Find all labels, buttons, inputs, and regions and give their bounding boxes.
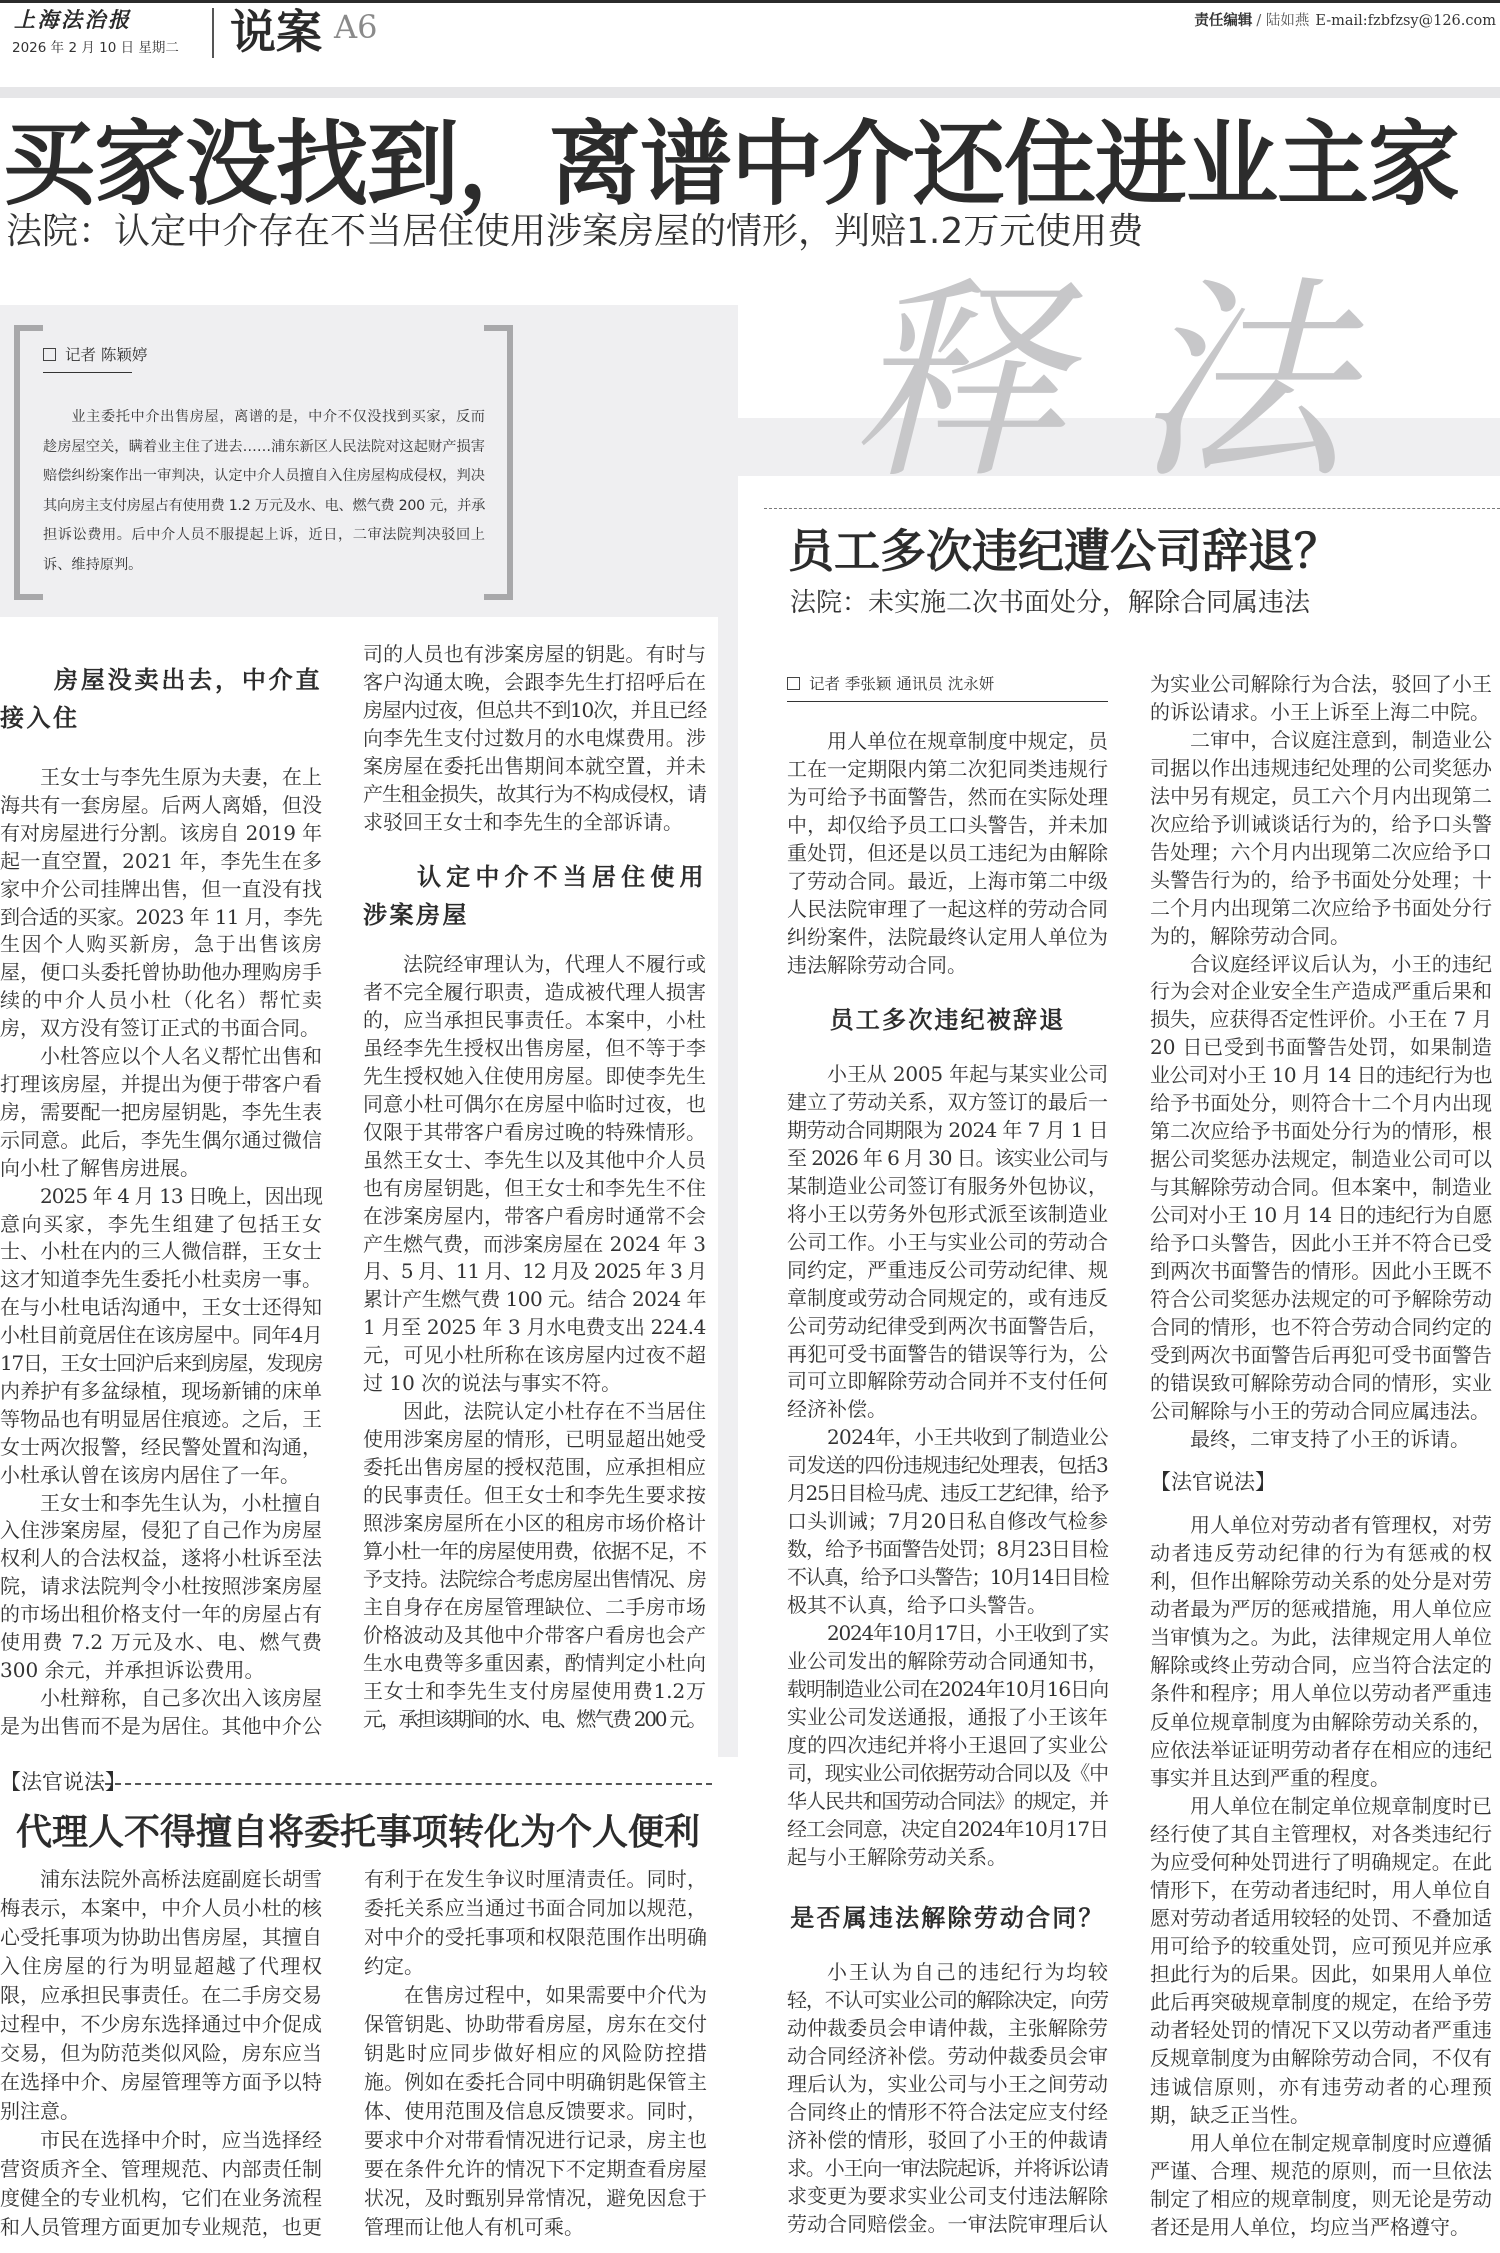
text-line: 法院经审理认为，代理人不履行或 [403, 952, 706, 976]
text-line: 经行使了其自主管理权，对各类违纪行 [1150, 1821, 1492, 1846]
lead-bracket-right [484, 325, 513, 600]
editor-label: 责任编辑 [1194, 13, 1253, 29]
article1-subheading-1: 房屋没卖出去，中介直接入住 [0, 666, 322, 732]
text-line: 王女士与李先生原为夫妻，在上 [40, 765, 322, 789]
article1-column-2-top [363, 641, 706, 837]
text-line: 公司解除与小王的劳动合同应属违法。 [1150, 1398, 1490, 1423]
text-line: 在与小杜电话沟通中，王女士还得知 [0, 1295, 322, 1320]
issue-date: 2026 年 2 月 10 日 星期二 [12, 40, 179, 56]
text-line: 载明制造业公司在2024年10月16日向 [787, 1676, 1108, 1701]
text-line: 这才知道李先生委托小杜卖房一事。 [0, 1267, 322, 1292]
text-line: 给予口头警告，因此小王并不符合已受 [1150, 1231, 1492, 1256]
text-line: 产生租金损失，故其行为不构成侵权，请 [363, 781, 706, 806]
text-line: 的民事责任。但王女士和李先生要求按 [363, 1483, 706, 1508]
text-line: 示同意。此后，李先生偶尔通过微信 [0, 1127, 322, 1152]
text-line: 中，却仅给予员工口头警告，并未加 [787, 812, 1108, 837]
text-line: 生因个人购买新房，急于出售该房 [0, 932, 322, 957]
judge-comment-dashed-rule [95, 1783, 712, 1785]
text-line: 月25日目检马虎、违反工艺纪律，给予 [787, 1481, 1108, 1506]
text-line: 再犯可受书面警告的错误等行为，公 [787, 1341, 1108, 1366]
text-line: 理后认为，实业公司与小王之间劳动 [787, 2071, 1108, 2096]
text-line: 房，双方没有签订正式的书面合同。 [0, 1016, 320, 1041]
text-line: 经济补偿。 [787, 1397, 887, 1422]
text-line: 保管钥匙、协助带看房屋，房东在交付 [364, 2012, 707, 2036]
text-line: 章制度或劳动合同规定的，或有违反 [787, 1285, 1108, 1310]
editor-email: E-mail:fzbfzsy@126.com [1315, 13, 1496, 29]
text-line: 权利人的合法权益，遂将小杜诉至法 [0, 1546, 322, 1571]
text-line: 了劳动合同。最近，上海市第二中级 [787, 868, 1108, 893]
text-line: 要在条件允许的情况下不定期查看房屋 [364, 2157, 707, 2181]
text-line: 20 日已受到书面警告处罚，如果制造 [1150, 1035, 1492, 1060]
text-line: 到两次书面警告的情形。因此小王既不 [1150, 1259, 1492, 1284]
text-line: 起一直空置，2021 年，李先生在多 [0, 848, 322, 873]
newspaper-logo: 上海法治报 [14, 7, 132, 32]
text-line: 用人单位在制定单位规章制度时已 [1190, 1793, 1492, 1818]
paragraph [0, 1043, 322, 1183]
text-line: 状况，及时甄别异常情况，避免因怠于 [364, 2186, 707, 2210]
paragraph [787, 1959, 1108, 2239]
paragraph [787, 728, 1108, 980]
text-line: 期劳动合同期限为 2024 年 7 月 1 日 [787, 1117, 1108, 1142]
text-line: 诉、维持原判。 [43, 556, 143, 573]
text-line: 向小杜了解售房进展。 [0, 1155, 200, 1180]
text-line: 者还是用人单位，均应当严格遵守。 [1150, 2214, 1470, 2239]
text-line: 违诚信原则，亦有违劳动者的心理预 [1150, 2074, 1492, 2099]
text-line: 事实并且达到严重的程度。 [1150, 1765, 1390, 1790]
text-line: 此后再突破规章制度的规定，在给予劳 [1150, 1990, 1492, 2015]
text-line: 的市场出租价格支付一年的房屋占有 [0, 1602, 322, 1627]
text-line: 有对房屋进行分割。该房自 2019 年 [0, 820, 322, 845]
text-line: 到合适的买家。2023 年 11 月，李先 [0, 904, 322, 929]
text-line: 房屋内过夜，但总共不到10次，并且已经 [363, 697, 706, 722]
text-line: 过 10 次的说法与事实不符。 [363, 1371, 622, 1396]
judge-comment-column-left [0, 1865, 322, 2242]
square-bullet-icon [787, 677, 800, 690]
text-line: 解除或终止劳动合同，应当符合法定的 [1150, 1653, 1492, 1678]
text-line: 用可给予的较重处罚，应可预见并应承 [1150, 1934, 1492, 1959]
paragraph [364, 1981, 707, 2242]
judge-comment-column-right [364, 1865, 707, 2242]
article2-column-3-intro [787, 728, 1108, 980]
text-line: 司的人员也有涉案房屋的钥匙。有时与 [363, 642, 706, 666]
text-line: 据公司奖惩办法规定，制造业公司可以 [1150, 1147, 1492, 1172]
article2-subheading-1: 员工多次违纪被辞退 [829, 1006, 1066, 1034]
article1-lead [43, 403, 485, 580]
text-line: 生水电费等多重因素，酌情判定小杜向 [363, 1650, 706, 1675]
text-line: 续的中介人员小杜（化名）帮忙卖 [0, 988, 322, 1013]
text-line: 用人单位在规章制度中规定，员 [827, 729, 1108, 753]
text-line: 济补偿的情形，驳回了小王的仲裁请 [787, 2127, 1108, 2152]
text-line: 二个月内出现第二次应给予书面处分行 [1150, 895, 1492, 920]
text-line: 期，缺乏正当性。 [1150, 2102, 1310, 2127]
text-line: 小杜辩称，自己多次出入该房屋 [40, 1685, 322, 1710]
paragraph [0, 2126, 322, 2242]
text-line: 受到两次书面警告后再犯可受书面警告 [1150, 1342, 1492, 1367]
text-line: 业公司发出的解除劳动合同通知书， [787, 1649, 1108, 1674]
paragraph [1150, 1426, 1492, 1454]
masthead-grey-band [0, 87, 1500, 98]
paragraph [43, 403, 485, 580]
lead-bracket-left [14, 325, 43, 600]
text-line: 动者最为严厉的惩戒措施，用人单位应 [1150, 1597, 1492, 1622]
text-line: 2024年10月17日，小王收到了实 [827, 1621, 1108, 1646]
text-line: 用人单位对劳动者有管理权，对劳 [1190, 1513, 1492, 1537]
text-line: 王女士和李先生支付房屋使用费1.2万 [363, 1678, 706, 1703]
paragraph [0, 764, 322, 1043]
text-line: 房，需要配一把房屋钥匙，李先生表 [0, 1099, 322, 1124]
text-line: 趁房屋空关，瞒着业主住了进去……浦东新区人民法院对这起财产损害 [43, 438, 485, 455]
text-line: 等物品也有明显居住痕迹。之后，王 [0, 1406, 322, 1431]
text-line: 当审慎为之。为此，法律规定用人单位 [1150, 1625, 1492, 1650]
judge-comment-tag: 【法官说法】 [0, 1770, 126, 1794]
text-line: 愿对劳动者适用较轻的处罚、不叠加适 [1150, 1906, 1492, 1931]
paragraph [787, 1424, 1108, 1620]
text-line: 将小王以劳务外包形式派至该制造业 [787, 1201, 1108, 1226]
text-line: 担此行为的后果。因此，如果用人单位 [1150, 1962, 1492, 1987]
article2-column-3-bottom [787, 1959, 1108, 2239]
text-line: 小王从 2005 年起与某实业公司 [827, 1062, 1108, 1086]
text-line: 使用涉案房屋的情形，已明显超出她受 [363, 1427, 706, 1452]
text-line: 行为会对企业安全生产造成严重后果和 [1150, 979, 1492, 1004]
text-line: 经工会同意，决定自2024年10月17日 [787, 1816, 1108, 1841]
text-line: 情形下，在劳动者违纪时，用人单位自 [1150, 1878, 1492, 1903]
paragraph [0, 1490, 322, 1685]
text-line: 给予书面处分，则符合十二个月内出现 [1150, 1091, 1492, 1116]
text-line: 月、5 月、11 月、12 月及 2025 年 3 月 [363, 1259, 706, 1284]
text-line: 合同的情形，也不符合劳动合同约定的 [1150, 1314, 1492, 1339]
text-line: 司据以作出违规违纪处理的公司奖惩办 [1150, 755, 1492, 780]
text-line: 委托关系应当通过书面合同加以规范， [364, 1896, 707, 1920]
text-line: 1 月至 2025 年 3 月水电费支出 224.4 [363, 1315, 706, 1340]
text-line: 次应给予训诫谈话行为的，给予口头警 [1150, 811, 1492, 836]
text-line: 元，承担该期间的水、电、燃气费 200 元。 [363, 1706, 705, 1731]
text-line: 制定了相应的规章制度，则无论是劳动 [1150, 2186, 1492, 2211]
text-line: 300 余元，并承担诉讼费用。 [0, 1658, 265, 1682]
text-line: 为可给予书面警告，然而在实际处理 [787, 784, 1108, 809]
text-line: 海共有一套房屋。后两人离婚，但没 [0, 792, 322, 817]
text-line: 2024年，小王共收到了制造业公 [827, 1425, 1108, 1450]
text-line: 予支持。法院综合考虑房屋出售情况、房 [363, 1566, 706, 1591]
text-line: 虽经李先生授权出售房屋，但不等于李 [363, 1035, 706, 1060]
paragraph [787, 1620, 1108, 1872]
article1-side-strip [718, 617, 738, 1757]
text-line: 和人员管理方面更加专业规范，也更 [0, 2215, 322, 2239]
text-line: 管理而让他人有机可乘。 [364, 2215, 584, 2239]
text-line: 法中另有规定，员工六个月内出现第二 [1150, 783, 1492, 808]
paragraph [1150, 1792, 1492, 2129]
byline-text: 记者 陈颖婷 [65, 346, 148, 364]
text-line: 主自身存在房屋管理缺位、二手房市场 [363, 1594, 706, 1619]
text-line: 向李先生支付过数月的水电煤费用。涉 [363, 725, 706, 750]
article1-subtitle: 法院：认定中介存在不当居住使用涉案房屋的情形，判赔1.2万元使用费 [6, 211, 1144, 252]
text-line: 过程中，不少房东选择通过中介促成 [0, 2012, 322, 2036]
article1-column-2-bottom [363, 951, 706, 1734]
text-line: 同意小杜可偶尔在房屋中临时过夜，也 [363, 1091, 706, 1116]
text-line: 严谨、合理、规范的原则，而一旦依法 [1150, 2158, 1492, 2183]
byline-text: 记者 季张颖 通讯员 沈永妍 [809, 675, 995, 693]
text-line: 内养护有多盆绿植，现场新铺的床单 [0, 1378, 322, 1403]
text-line: 极其不认真，给予口头警告。 [787, 1593, 1047, 1618]
paragraph [0, 1865, 322, 2126]
text-line: 同约定，严重违反公司劳动纪律、规 [787, 1257, 1108, 1282]
text-line: 有利于在发生争议时厘清责任。同时， [364, 1867, 707, 1891]
text-line: 屋，便口头委托曾协助他办理购房手 [0, 960, 322, 985]
text-line: 照涉案房屋所在小区的租房市场价格计 [363, 1511, 706, 1536]
text-line: 小杜目前竟居住在该房屋中。同年4月 [0, 1323, 322, 1348]
text-line: 意向买家，李先生组建了包括王女 [0, 1211, 322, 1236]
text-line: 求驳回王女士和李先生的全部诉请。 [363, 809, 683, 834]
text-line: 用人单位在制定规章制度时应遵循 [1190, 2130, 1492, 2155]
article2-judge-comment [1150, 1511, 1492, 2241]
text-line: 算小杜一年的房屋使用费，依据不足，不 [363, 1539, 706, 1564]
text-line: 要求中介对带看情况进行记录，房主也 [364, 2128, 707, 2152]
text-line: 委托出售房屋的授权范围，应承担相应 [363, 1455, 706, 1480]
text-line: 符合公司奖惩办法规定的可予解除劳动 [1150, 1286, 1492, 1311]
text-line: 体、使用范围及信息反馈要求。同时， [364, 2099, 707, 2123]
article2-dashed-rule [764, 508, 1500, 509]
paragraph [1150, 727, 1492, 951]
paragraph [1150, 671, 1492, 727]
text-line: 入住涉案房屋，侵犯了自己作为房屋 [0, 1518, 322, 1543]
text-line: 士、小杜在内的三人微信群，王女士 [0, 1239, 322, 1264]
text-line: 第二次应给予书面处分行为的情形，根 [1150, 1119, 1492, 1144]
article2-column-4 [1150, 671, 1492, 1454]
text-line: 者不完全履行职责，造成被代理人损害 [363, 979, 706, 1004]
text-line: 求。小王向一审法院起诉，并将诉讼请 [787, 2155, 1108, 2180]
paragraph [364, 1865, 707, 1981]
text-line: 劳动合同赔偿金。一审法院审理后认 [787, 2211, 1108, 2236]
article2-column-3-middle [787, 1061, 1108, 1872]
text-line: 反规章制度为由解除劳动合同，不仅有 [1150, 2046, 1492, 2071]
text-line: 司发送的四份违规违纪处理表，包括3 [787, 1453, 1108, 1478]
text-line: 二审中，合议庭注意到，制造业公 [1190, 727, 1492, 752]
article2-headline: 员工多次违纪遭公司辞退？ [788, 524, 1340, 578]
text-line: 小王认为自己的违纪行为均较 [827, 1960, 1108, 1984]
text-line: 是为出售而不是为居住。其他中介公 [0, 1713, 322, 1738]
paragraph [363, 1398, 706, 1733]
text-line: 价格波动及其他中介带客户看房也会产 [363, 1622, 706, 1647]
text-line: 心受托事项为协助出售房屋，其擅自 [0, 1925, 322, 1949]
text-line: 为应受何种处罚进行了明确规定。在此 [1150, 1849, 1492, 1874]
text-line: 在选择中介、房屋管理等方面予以特 [0, 2070, 322, 2094]
text-line: 起与小王解除劳动关系。 [787, 1844, 1007, 1869]
paragraph [1150, 1511, 1492, 1792]
text-line: 公司工作。小王与实业公司的劳动合 [787, 1229, 1108, 1254]
text-line: 合同终止的情形不符合法定应支付经 [787, 2099, 1108, 2124]
text-line: 梅表示，本案中，中介人员小杜的核 [0, 1896, 322, 1920]
text-line: 王女士和李先生认为，小杜擅自 [40, 1490, 322, 1515]
text-line: 的错误致可解除劳动合同的情形，实业 [1150, 1370, 1492, 1395]
judge-comment-title: 代理人不得擅自将委托事项转化为个人便利 [16, 1811, 701, 1853]
article2-subtitle: 法院：未实施二次书面处分，解除合同属违法 [790, 588, 1311, 618]
text-line: 度的四次违纪并将小王退回了实业公 [787, 1732, 1108, 1757]
text-line: 元，可见小杜所称在该房屋内过夜不超 [363, 1343, 706, 1368]
text-line: 动仲裁委员会申请仲裁，主张解除劳 [787, 2015, 1108, 2040]
text-line: 约定。 [364, 1954, 424, 1978]
text-line: 使用费 7.2 万元及水、电、燃气费 [0, 1630, 322, 1655]
text-line: 赔偿纠纷案作出一审判决，认定中介人员擅自入住房屋构成侵权，判决 [43, 468, 485, 484]
text-line: 为实业公司解除行为合法，驳回了小王 [1150, 672, 1492, 696]
text-line: 交易，但为防范类似风险，房东应当 [0, 2041, 322, 2065]
text-line: 限，应承担民事责任。在二手房交易 [0, 1983, 322, 2007]
masthead-top-rule [0, 0, 1500, 3]
text-line: 营资质齐全、管理规范、内部责任制 [0, 2157, 322, 2181]
page-number: A6 [334, 8, 378, 46]
text-line: 纠纷案件，法院最终认定用人单位为 [787, 924, 1108, 949]
text-line: 女士两次报警，经民警处置和沟通， [0, 1434, 322, 1459]
column-logo-calligraphy: 释法 [850, 257, 1416, 508]
text-line: 钥匙时应同步做好相应的风险防控措 [364, 2041, 707, 2065]
text-line: 合议庭经评议后认为，小王的违纪 [1190, 951, 1492, 976]
text-line: 浦东法院外高桥法庭副庭长胡雪 [40, 1867, 322, 1891]
text-line: 业主委托中介出售房屋，离谱的是，中介不仅没找到买家，反而 [71, 409, 485, 425]
text-line: 打理该房屋，并提出为便于带客户看 [0, 1071, 322, 1096]
section-name: 说案 [230, 5, 322, 59]
text-line: 口头训诫；7月20日私自修改气检参 [787, 1509, 1108, 1534]
text-line: 家中介公司挂牌出售，但一直没有找 [0, 876, 322, 901]
text-line: 小杜答应以个人名义帮忙出售和 [40, 1044, 322, 1069]
text-line: 公司对小王 10 月 14 日的违纪行为自愿 [1150, 1203, 1492, 1228]
text-line: 的诉讼请求。小王上诉至上海二中院。 [1150, 699, 1490, 724]
text-line: 违法解除劳动合同。 [787, 952, 967, 977]
article1-subheading-2: 认定中介不当居住使用涉案房屋 [363, 863, 706, 929]
editor-credit [1194, 11, 1496, 31]
text-line: 院，请求法院判令小杜按照涉案房屋 [0, 1574, 322, 1599]
text-line: 动者违反劳动纪律的行为有惩戒的权 [1150, 1541, 1492, 1566]
article2-subheading-2: 是否属违法解除劳动合同？ [790, 1904, 1105, 1932]
text-line: 动者轻处罚的情况下又以劳动者严重违 [1150, 2018, 1492, 2043]
text-line: 在售房过程中，如果需要中介代为 [404, 1983, 707, 2007]
text-line: 与其解除劳动合同。但本案中，制造业 [1150, 1175, 1492, 1200]
text-line: 最终，二审支持了小王的诉请。 [1190, 1426, 1470, 1451]
text-line: 轻，不认可实业公司的解除决定，向劳 [787, 1987, 1108, 2012]
text-line: 头警告行为的，给予书面处分处理；十 [1150, 867, 1492, 892]
text-line: 因此，法院认定小杜存在不当居住 [403, 1399, 706, 1424]
text-line: 业公司对小王 10 月 14 日的违纪行为也 [1150, 1063, 1492, 1088]
text-line: 案房屋在委托出售期间本就空置，并未 [363, 753, 706, 778]
text-line: 反单位规章制度为由解除劳动关系的， [1150, 1709, 1492, 1734]
text-line: 至 2026 年 6 月 30 日。该实业公司与 [787, 1145, 1108, 1170]
text-line: 公司劳动纪律受到两次书面警告后， [787, 1313, 1108, 1338]
text-line: 仅限于其带客户看房过晚的特殊情形。 [363, 1119, 706, 1144]
text-line: 损失，应获得否定性评价。小王在 7 月 [1150, 1007, 1492, 1032]
text-line: 客户沟通太晚，会跟李先生打招呼后在 [363, 669, 706, 694]
article1-headline: 买家没找到，离谱中介还住进业主家 [3, 110, 1460, 218]
text-line: 为的，解除劳动合同。 [1150, 923, 1350, 948]
editor-name: / 陆如燕 [1256, 13, 1310, 29]
text-line: 告处理；六个月内出现第二次应给予口 [1150, 839, 1492, 864]
text-line: 在涉案房屋内，带客户看房时通常不会 [363, 1203, 706, 1228]
text-line: 产生燃气费，而涉案房屋在 2024 年 3 [363, 1231, 706, 1256]
text-line: 也有房屋钥匙，但王女士和李先生不住 [363, 1175, 706, 1200]
text-line: 其向房主支付房屋占有使用费 1.2 万元及水、电、燃气费 200 元，并承 [43, 497, 485, 514]
text-line: 工在一定期限内第二次犯同类违规行 [787, 756, 1108, 781]
article1-column-1 [0, 764, 322, 1741]
paragraph [0, 1183, 322, 1490]
text-line: 重处罚，但还是以员工违纪为由解除 [787, 840, 1108, 865]
text-line: 司可立即解除劳动合同并不支付任何 [787, 1369, 1108, 1394]
square-bullet-icon [43, 348, 56, 361]
text-line: 求变更为要求实业公司支付违法解除 [787, 2183, 1108, 2208]
text-line: 建立了劳动关系，双方签订的最后一 [787, 1089, 1108, 1114]
text-line: 不认真，给予口头警告；10月14日目检 [787, 1565, 1108, 1590]
text-line: 应依法举证证明劳动者存在相应的违纪 [1150, 1737, 1492, 1762]
text-line: 利，但作出解除劳动关系的处分是对劳 [1150, 1569, 1492, 1594]
text-line: 入住房屋的行为明显超越了代理权 [0, 1954, 322, 1978]
text-line: 虽然王女士、李先生以及其他中介人员 [363, 1147, 706, 1172]
text-line: 先生授权她入住使用房屋。即使李先生 [363, 1063, 706, 1088]
text-line: 累计产生燃气费 100 元。结合 2024 年 [363, 1287, 706, 1312]
text-line: 小杜承认曾在该房内居住了一年。 [0, 1462, 300, 1487]
text-line: 实业公司发送通报，通报了小王该年 [787, 1704, 1108, 1729]
text-line: 别注意。 [0, 2099, 80, 2123]
paragraph [0, 1685, 322, 1741]
text-line: 条件和程序；用人单位以劳动者严重违 [1150, 1681, 1492, 1706]
text-line: 施。例如在委托合同中明确钥匙保管主 [364, 2070, 707, 2094]
article1-byline [43, 345, 148, 373]
masthead-divider [212, 8, 214, 58]
text-line: 某制造业公司签订有服务外包协议， [787, 1173, 1108, 1198]
paragraph [363, 641, 706, 837]
text-line: 数，给予书面警告处罚；8月23日目检 [787, 1537, 1108, 1562]
paragraph [363, 951, 706, 1398]
text-line: 度健全的专业机构，它们在业务流程 [0, 2186, 322, 2210]
article2-byline [787, 674, 1108, 702]
paragraph [1150, 951, 1492, 1426]
article2-judge-comment-tag: 【法官说法】 [1150, 1470, 1276, 1494]
paragraph [1150, 2129, 1492, 2241]
text-line: 华人民共和国劳动合同法》的规定，并 [787, 1788, 1108, 1813]
text-line: 动合同经济补偿。劳动仲裁委员会审 [787, 2043, 1108, 2068]
text-line: 的，应当承担民事责任。本案中，小杜 [363, 1007, 706, 1032]
text-line: 17日，王女士回沪后来到房屋，发现房 [0, 1351, 322, 1376]
paragraph [787, 1061, 1108, 1424]
text-line: 对中介的受托事项和权限范围作出明确 [364, 1925, 707, 1949]
text-line: 担诉讼费用。后中介人员不服提起上诉，近日，二审法院判决驳回上 [43, 527, 485, 543]
text-line: 人民法院审理了一起这样的劳动合同 [787, 896, 1108, 921]
text-line: 司，现实业公司依据劳动合同以及《中 [787, 1760, 1108, 1785]
text-line: 2025 年 4 月 13 日晚上，因出现 [40, 1183, 322, 1208]
text-line: 市民在选择中介时，应当选择经 [40, 2128, 322, 2152]
